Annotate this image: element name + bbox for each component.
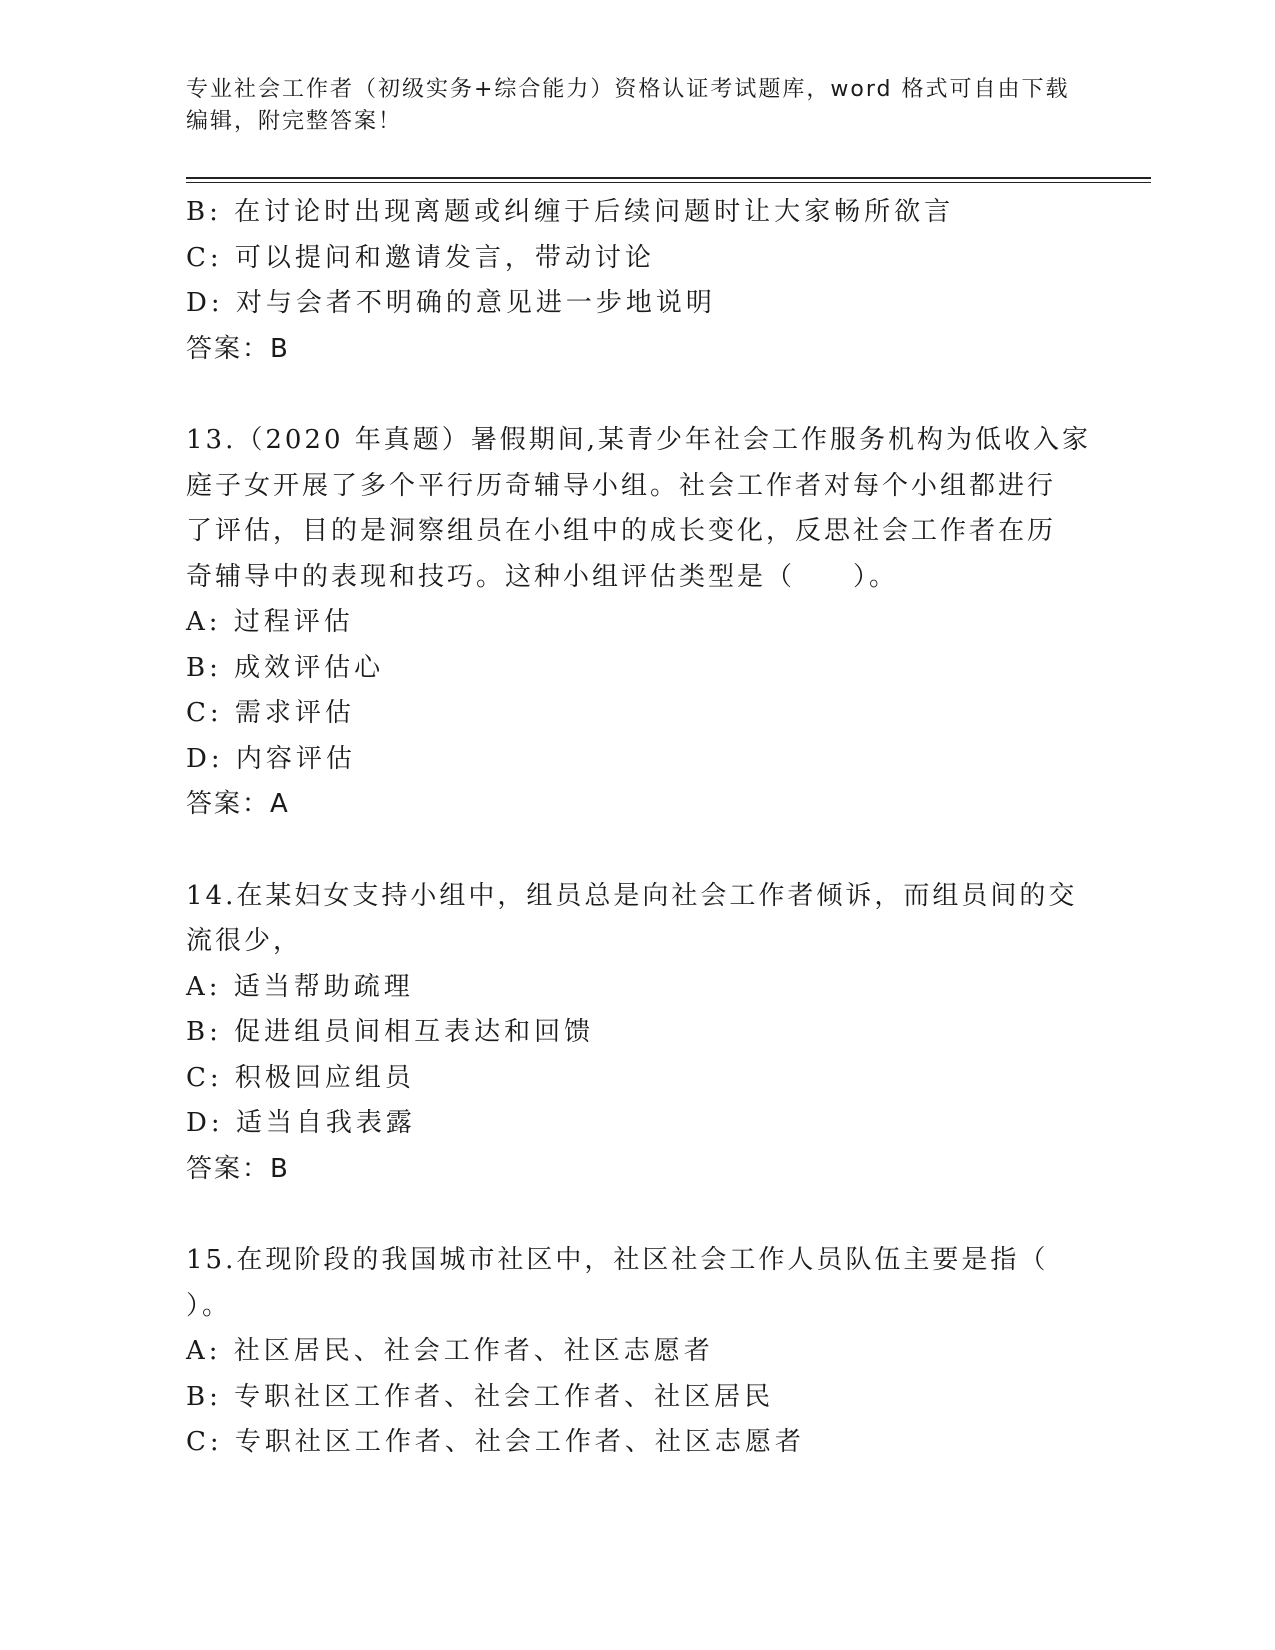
option-b: B: 在讨论时出现离题或纠缠于后续问题时让大家畅所欲言 [186, 197, 955, 227]
option-d: D: 对与会者不明确的意见进一步地说明 [186, 288, 716, 318]
option-b: B: 成效评估心 [186, 652, 385, 683]
header-rule-thick [186, 177, 1151, 179]
question-stem-line: 15.在现阶段的我国城市社区中，社区社会工作人员队伍主要是指（ [186, 1245, 1049, 1275]
question-stem-line: 13.（2020 年真题）暑假期间,某青少年社会工作服务机构为低收入家 [186, 425, 1092, 455]
answer: 答案：A [186, 789, 290, 819]
question-stem-line: 流很少， [186, 926, 303, 956]
question-stem-line: 奇辅导中的表现和技巧。这种小组评估类型是（ ）。 [186, 561, 899, 592]
spacer [186, 1192, 1076, 1238]
question-15 [186, 1238, 1076, 1466]
question-13 [186, 418, 1092, 828]
answer: 答案：B [186, 333, 290, 364]
document-header [186, 74, 1086, 138]
option-c: C: 专职社区工作者、社会工作者、社区志愿者 [186, 1427, 805, 1457]
option-c: C: 积极回应组员 [186, 1062, 415, 1093]
answer: 答案：B [186, 1153, 290, 1184]
option-b: B: 专职社区工作者、社会工作者、社区居民 [186, 1381, 775, 1412]
option-b: B: 促进组员间相互表达和回馈 [186, 1017, 595, 1047]
header-rule-thin [186, 182, 1151, 183]
option-d: D: 内容评估 [186, 743, 356, 774]
option-c: C: 需求评估 [186, 698, 355, 728]
question-content [186, 190, 1092, 1466]
question-stem-line: ）。 [186, 1290, 232, 1321]
option-a: A: 过程评估 [186, 607, 354, 637]
question-stem-line: 了评估，目的是洞察组员在小组中的成长变化，反思社会工作者在历 [186, 516, 1057, 546]
header-line-2: 编辑，附完整答案！ [186, 109, 403, 134]
option-c: C: 可以提问和邀请发言，带动讨论 [186, 242, 655, 273]
option-d: D: 适当自我表露 [186, 1108, 416, 1138]
question-14 [186, 874, 1076, 1193]
question-12-tail [186, 190, 1076, 372]
question-stem-line: 14.在某妇女支持小组中，组员总是向社会工作者倾诉，而组员间的交 [186, 880, 1078, 911]
header-line-1: 专业社会工作者（初级实务+综合能力）资格认证考试题库，word 格式可自由下载 [186, 77, 1070, 102]
option-a: A: 适当帮助疏理 [186, 971, 414, 1002]
spacer [186, 828, 1076, 874]
question-stem-line: 庭子女开展了多个平行历奇辅导小组。社会工作者对每个小组都进行 [186, 470, 1057, 501]
spacer [186, 372, 1076, 418]
option-a: A: 社区居民、社会工作者、社区志愿者 [186, 1336, 714, 1366]
